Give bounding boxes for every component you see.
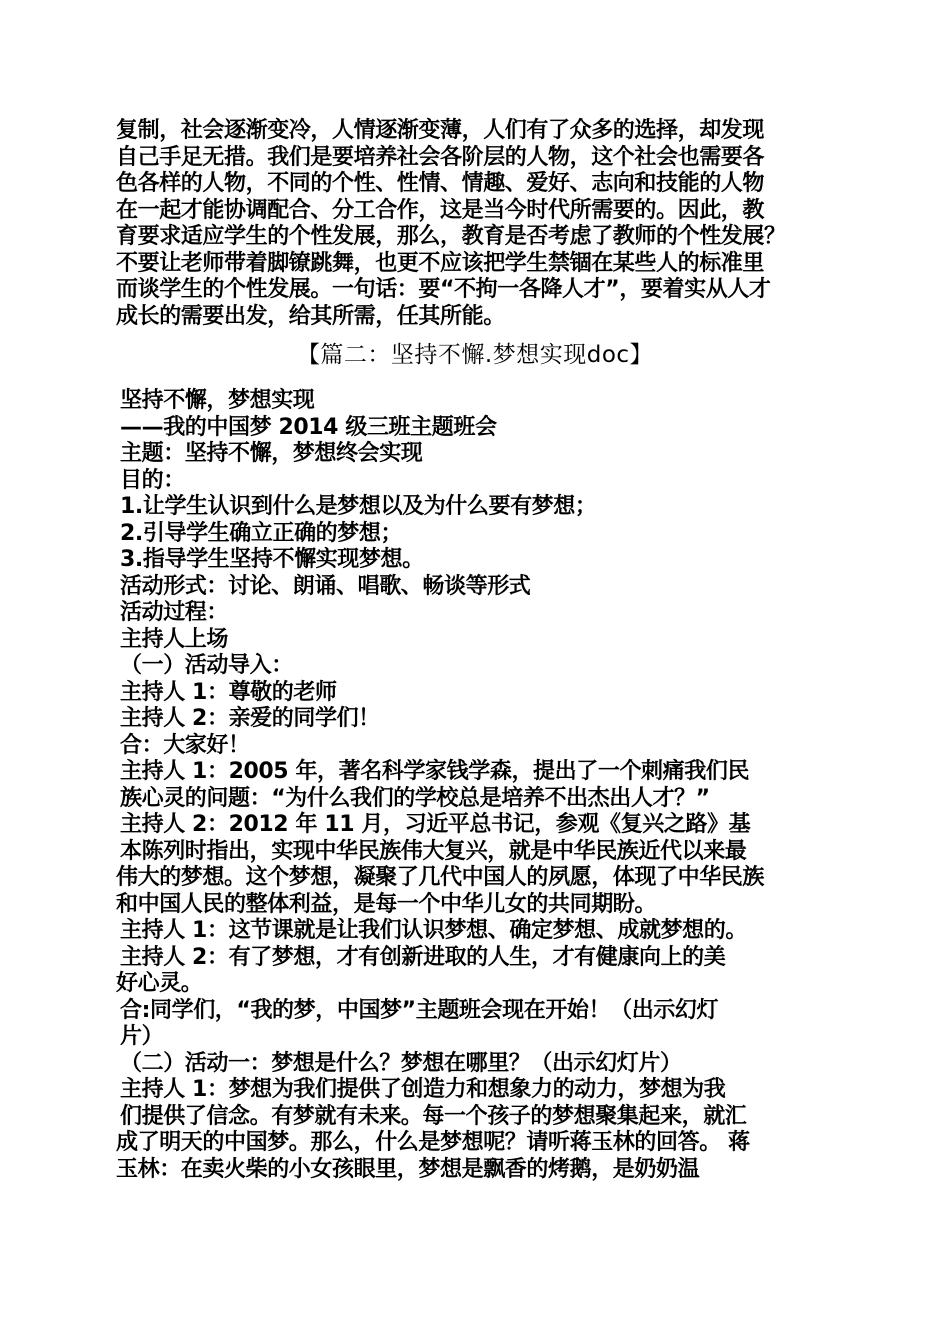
text-line: 成长的需要出发，给其所需，任其所能。 <box>116 303 505 329</box>
text-line: 玉林：在卖火柴的小女孩眼里，梦想是飘香的烤鹅，是奶奶温 <box>116 1156 700 1182</box>
text-line: 主持人 1：梦想为我们提供了创造力和想象力的动力，梦想为我 <box>120 1077 726 1102</box>
text-line: 主持人 2：亲爱的同学们！ <box>120 706 380 731</box>
text-line: 坚持不懈，梦想实现 <box>120 388 315 413</box>
text-line: 在一起才能协调配合、分工合作，这是当今时代所需要的。因此，教 <box>116 197 765 223</box>
text-line: 本陈列时指出，实现中华民族伟大复兴，就是中华民族近代以来最 <box>120 838 747 864</box>
text-line: 而谈学生的个性发展。一句话：要“不拘一各降人才”，要着实从人才 <box>116 277 771 302</box>
text-line: 2.引导学生确立正确的梦想； <box>120 520 403 546</box>
text-line: 不要让老师带着脚镣跳舞，也更不应该把学生禁锢在某些人的标准里 <box>116 250 765 276</box>
text-line: （二）活动一：梦想是什么？梦想在哪里？（出示幻灯片） <box>120 1050 682 1076</box>
text-line: 片） <box>120 1024 164 1049</box>
text-line: 主持人 2：2012 年 11 月，习近平总书记，参观《复兴之路》基 <box>120 812 751 837</box>
text-line: 合:同学们，“我的梦，中国梦”主题班会现在开始！（出示幻灯 <box>120 997 719 1023</box>
text-line: ——我的中国梦 2014 级三班主题班会 <box>120 414 497 440</box>
intro-paragraph <box>116 118 786 330</box>
text-line: 活动过程： <box>120 600 229 625</box>
text-line: 合：大家好！ <box>120 732 250 758</box>
text-line: 活动形式：讨论、朗诵、唱歌、畅谈等形式 <box>120 573 531 599</box>
document-body <box>116 388 765 1183</box>
text-line: 主持人 1：这节课就是让我们认识梦想、确定梦想、成就梦想的。 <box>120 918 747 943</box>
text-line: 目的： <box>120 467 185 493</box>
text-line: 色各样的人物，不同的个性、性情、情趣、爱好、志向和技能的人物 <box>116 171 765 196</box>
text-line: 主持人 1：2005 年，著名科学家钱学森，提出了一个刺痛我们民 <box>120 759 750 784</box>
text-line: 们提供了信念。有梦就有未来。每一个孩子的梦想聚集起来，就汇 <box>120 1103 747 1129</box>
section-heading: 【篇二：坚持不懈.梦想实现doc】 <box>296 342 654 368</box>
text-line: 主持人上场 <box>120 626 229 652</box>
text-line: 自己手足无措。我们是要培养社会各阶层的人物，这个社会也需要各 <box>116 144 765 170</box>
text-line: 伟大的梦想。这个梦想，凝聚了几代中国人的夙愿，体现了中华民族 <box>116 865 765 890</box>
text-line: 主题：坚持不懈，梦想终会实现 <box>120 441 423 466</box>
text-line: 主持人 2：有了梦想，才有创新进取的人生，才有健康向上的美 <box>120 944 726 970</box>
text-line: 3.指导学生坚持不懈实现梦想。 <box>120 547 424 572</box>
text-line: 复制，社会逐渐变冷，人情逐渐变薄，人们有了众多的选择，却发现 <box>116 118 765 143</box>
text-line: 育要求适应学生的个性发展，那么，教育是否考虑了教师的个性发展？ <box>116 224 786 249</box>
text-line: 族心灵的问题：“为什么我们的学校总是培养不出杰出人才？” <box>120 785 710 811</box>
text-line: （一）活动导入： <box>120 653 293 678</box>
text-line: 好心灵。 <box>116 971 203 996</box>
text-line: 主持人 1：尊敬的老师 <box>120 679 337 705</box>
text-line: 和中国人民的整体利益，是每一个中华儿女的共同期盼。 <box>116 891 657 917</box>
text-line: 1.让学生认识到什么是梦想以及为什么要有梦想； <box>120 494 597 519</box>
text-line: 成了明天的中国梦。那么，什么是梦想呢？请听蒋玉林的回答。 蒋 <box>116 1130 750 1155</box>
